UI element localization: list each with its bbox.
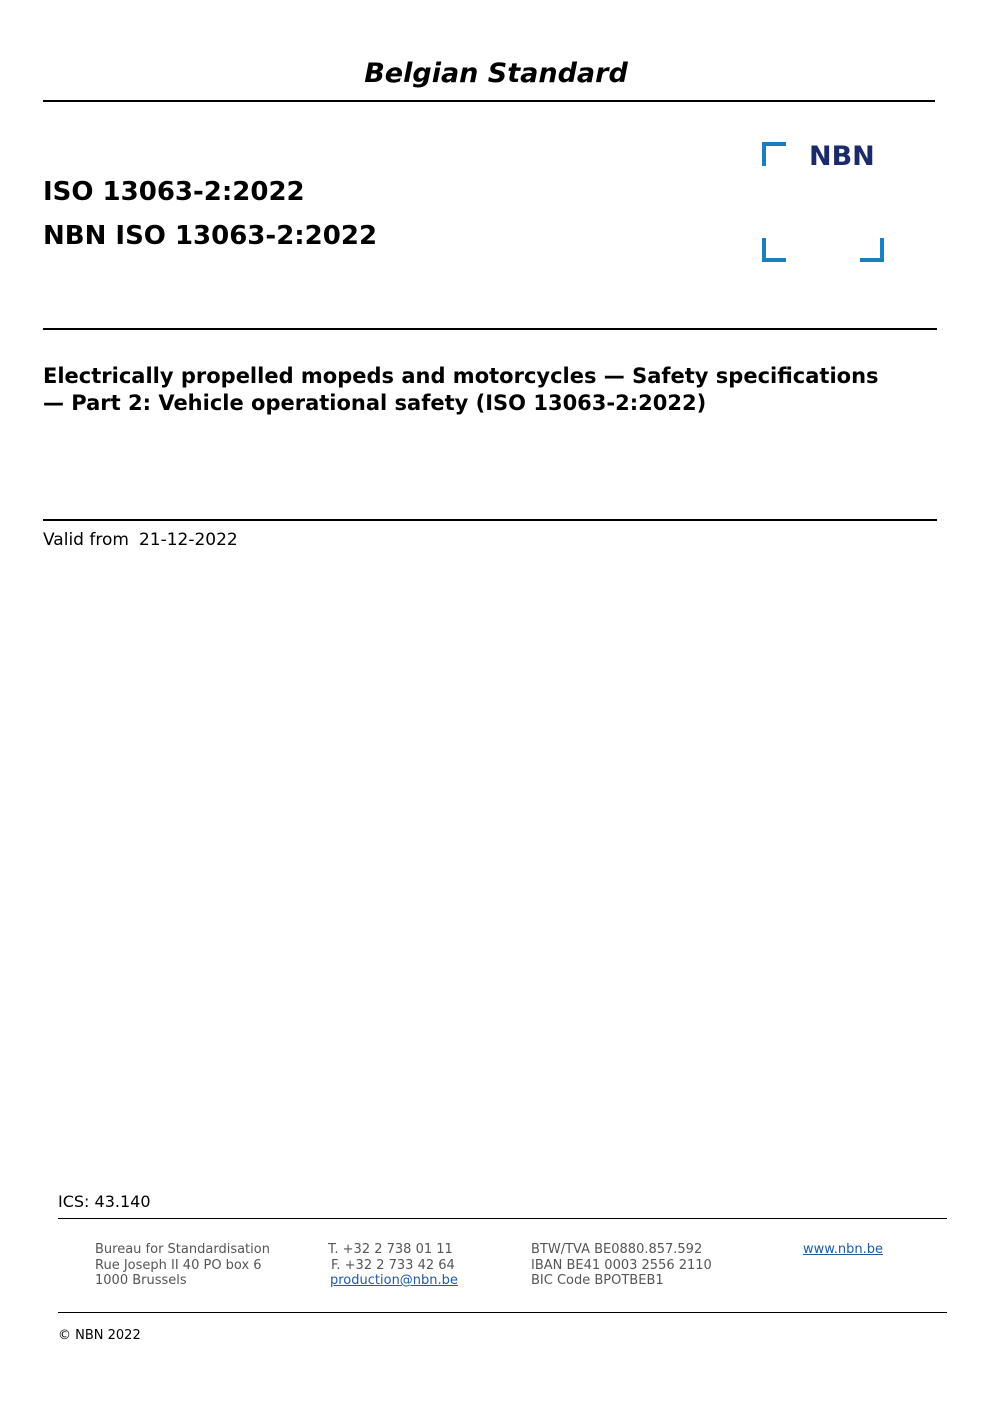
valid-from-date: 21-12-2022 — [138, 530, 238, 550]
header-title: Belgian Standard — [364, 58, 628, 89]
footer-address — [95, 1242, 270, 1289]
nbn-logo — [762, 142, 886, 264]
section-divider-1 — [43, 328, 937, 330]
valid-from-label: Valid from — [43, 530, 129, 550]
footer-website-link[interactable]: www.nbn.be — [803, 1242, 883, 1257]
footer-bic: BIC Code BPOTBEB1 — [531, 1273, 664, 1288]
nbn-standard-code: NBN ISO 13063-2:2022 — [43, 221, 378, 251]
footer-fax: F. +32 2 733 42 64 — [331, 1257, 455, 1273]
footer-banking — [531, 1242, 712, 1289]
validity-line — [43, 529, 238, 551]
header-divider — [43, 100, 935, 102]
document-title: Electrically propelled mopeds and motorcycles — Safety specifications — Part 2: Vehicle operational safety (ISO 13063-2:2022) — [43, 364, 879, 415]
footer-iban: IBAN BE41 0003 2556 2110 — [531, 1257, 712, 1273]
footer-vat: BTW/TVA BE0880.857.592 — [531, 1242, 703, 1257]
footer-phone: T. +32 2 738 01 11 — [328, 1242, 453, 1257]
section-divider-2 — [43, 519, 937, 521]
logo-text: NBN — [809, 142, 875, 172]
footer-divider-top — [58, 1218, 947, 1219]
footer-email-link[interactable]: production@nbn.be — [330, 1273, 458, 1288]
copyright-notice: © NBN 2022 — [58, 1328, 141, 1343]
footer-address-line: Bureau for Standardisation — [95, 1242, 270, 1257]
footer-web — [803, 1242, 883, 1258]
ics-code: ICS: 43.140 — [58, 1192, 151, 1211]
footer-contact — [328, 1242, 458, 1289]
footer-address-line: 1000 Brussels — [95, 1273, 187, 1288]
footer-address-line: Rue Joseph II 40 PO box 6 — [95, 1257, 262, 1273]
iso-standard-code: ISO 13063-2:2022 — [43, 177, 305, 207]
footer-divider-bottom — [58, 1312, 947, 1313]
